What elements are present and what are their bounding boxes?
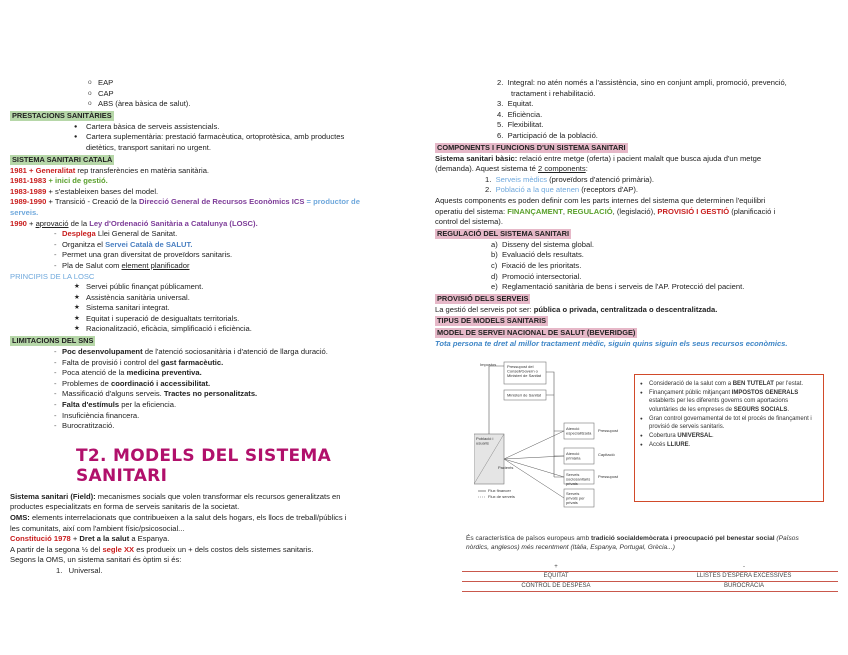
limitacio-item: - Poc desenvolupament de l'atenció sociosanitària i d'atenció de llarga duració. bbox=[10, 347, 415, 358]
pacients-label: Pacients bbox=[498, 465, 514, 470]
oms-optim: Segons la OMS, un sistema sanitari és òptim si és: bbox=[10, 555, 182, 565]
characteristic-item: ● Gran control governamental de tot el procés de finançament i provisió de serveis sanitaris. bbox=[649, 415, 817, 431]
table-header-plus: + bbox=[554, 564, 558, 570]
optim-item: 3. Equitat. bbox=[497, 99, 534, 109]
sistema-basic: Sistema sanitari bàsic: relació entre metge (oferta) i pacient malalt que busca ajuda d'un metge bbox=[435, 153, 762, 163]
pressupost-label-2: Pressupost bbox=[598, 428, 619, 433]
beveridge-countries-text: És característica de països europeus amb tradició socialdemòcrata i preocupació pel benestar social (Països nòrdics, anglesos) més recentment (Itàlia, Espanya, Portugal, Grècia...) bbox=[466, 535, 799, 551]
atencio-especialitzada-label: Atenció especialitzada bbox=[566, 426, 592, 436]
optim-item: 1. Universal. bbox=[56, 565, 103, 575]
constitucio: Constitució 1978 + Dret a la salut a Espanya. bbox=[10, 534, 170, 544]
aquests-components-cont: operatiu del sistema: FINANÇAMENT, REGULACIÓ, (legislació), PROVISIÓ I GESTIÓ (planificació i bbox=[435, 206, 776, 216]
aquests-components-end: control del sistema). bbox=[435, 217, 503, 227]
beveridge-characteristics-box bbox=[634, 374, 824, 502]
characteristic-item: ● Cobertura UNIVERSAL. bbox=[649, 432, 817, 440]
regulacio-item: d) Promoció intersectorial. bbox=[491, 271, 582, 281]
pressupost-label: Pressupost del Consell/Govern o Ministeri de Sanitat bbox=[507, 364, 542, 379]
limitacio-item: - Insuficiència financera. bbox=[10, 411, 415, 422]
table-header-minus: - bbox=[743, 564, 745, 570]
sistema-basic-cont: (demanda). Aquest sistema té 2 components: bbox=[435, 164, 588, 174]
left-column bbox=[10, 78, 415, 577]
prestacio-item-cont: dietètics, transport sanitari no urgent. bbox=[86, 142, 211, 152]
history-1989-1990: 1989-1990 + Transició - Creació de la Direcció General de Recursos Econòmics ICS = productor de bbox=[10, 197, 360, 207]
principi-item: ★ Assistència sanitària universal. bbox=[10, 293, 415, 304]
atencio-primaria-label: Atenció primària bbox=[566, 451, 581, 461]
prestacio-item: ● Cartera suplementària: prestació farmacèutica, ortoprotèsica, amb productes bbox=[10, 132, 415, 143]
principis-header: PRINCIPIS DE LA LOSC bbox=[10, 271, 95, 281]
serveis-privats-label: Serveis privats per privats bbox=[566, 491, 585, 506]
optim-item: 2. Integral: no atén només a l'assistència, sino en conjunt ampli, promoció, prevenció, bbox=[497, 78, 787, 87]
table-row: CONTROL DE DESPESA BUROCRÀCIA bbox=[462, 582, 838, 592]
principi-item: ★ Sistema sanitari integrat. bbox=[10, 303, 415, 314]
component-item: 2. Població a la que atenen (receptors d'AP). bbox=[485, 185, 639, 195]
tipus-models-header: TIPUS DE MODELS SANITARIS bbox=[437, 316, 547, 326]
ap-item: o ABS (àrea bàsica de salut). bbox=[10, 99, 415, 110]
history-1981: 1981 + Generalitat rep transferències en matèria sanitària. bbox=[10, 165, 210, 175]
ap-item: o CAP bbox=[10, 89, 415, 100]
history-1989-1990-cont: serveis. bbox=[10, 207, 39, 217]
losc-item: - Organitza el Servei Català de SALUT. bbox=[10, 240, 415, 251]
history-1989: 1983-1989 + s'estableixen bases del model. bbox=[10, 186, 159, 196]
legend-flux-financer: Flux financer bbox=[488, 488, 511, 493]
ap-item: o EAP bbox=[10, 78, 415, 89]
provisio-text: La gestió del serveis pot ser: pública o privada, centralitzada o descentralitzada. bbox=[435, 304, 718, 314]
capitacio-label: Capitació bbox=[598, 452, 615, 457]
oms-def-cont: les comunitats, així com l'ambient físic/psicosocial... bbox=[10, 523, 185, 533]
regulacio-header: REGULACIÓ DEL SISTEMA SANITARI bbox=[437, 228, 570, 238]
characteristic-item: ● Finançament públic mitjançant IMPOSTOS GENERALS establerts per les diferents governs com aportacions voluntàries de les empreses de SEGURS SOCIALS. bbox=[649, 389, 817, 414]
losc-item: - Pla de Salut com element planificador bbox=[10, 261, 415, 272]
principi-item: ★ Racionalització, eficàcia, simplificació i eficiència. bbox=[10, 324, 415, 335]
poblacio-label: Població i usuaris bbox=[476, 436, 494, 446]
characteristic-item: ● Consideració de la salut com a BEN TUTELAT per l'estat. bbox=[649, 380, 817, 388]
pros-cons-table bbox=[462, 563, 838, 592]
prestacio-item: ● Cartera bàsica de serveis assistencials. bbox=[10, 122, 415, 133]
table-row: EQUITAT LLISTES D'ESPERA EXCESSIVES bbox=[462, 571, 838, 582]
regulacio-item: e) Reglamentació sanitària de bens i serveis de l'AP. Protecció del pacient. bbox=[491, 282, 745, 292]
component-item: 1. Serveis mèdics (proveïdors d'atenció primària). bbox=[485, 174, 655, 184]
legend-flux-serveis: Flux de serveis bbox=[488, 494, 515, 499]
section-title-t2: T2. MODELS DEL SISTEMA SANITARI bbox=[76, 445, 332, 486]
principi-item: ★ Equitat i superació de desigualtats territorials. bbox=[10, 314, 415, 325]
losc-item: - Permet una gran diversitat de proveïdors sanitaris. bbox=[10, 250, 415, 261]
right-column bbox=[435, 78, 840, 350]
limitacions-header: LIMITACIONS DEL SNS bbox=[12, 336, 94, 346]
history-1990: 1990 + aprovació de la Ley d'Ordenació Sanitària a Catalunya (LOSC). bbox=[10, 218, 258, 228]
aquests-components: Aquests components es poden definir com les parts internes del sistema que determinen l'equilibri bbox=[435, 195, 766, 205]
limitacio-item: - Massificació d'alguns serveis. Tractes no personalitzats. bbox=[10, 389, 415, 400]
oms-def: OMS: elements interrelacionats que contribueixen a la salut dels hogars, els llocs de treball/públics i bbox=[10, 513, 347, 522]
history-1983: 1981-1983 + inici de gestió. bbox=[10, 176, 108, 186]
losc-item: - Desplega Llei General de Sanitat. bbox=[10, 229, 415, 240]
optim-item: 4. Eficiència. bbox=[497, 109, 543, 119]
optim-item: 5. Flexibilitat. bbox=[497, 120, 544, 130]
sistema-def-cont: productes especialitzats en forma de serveis sanitaris de la societat. bbox=[10, 502, 240, 512]
optim-item: 6. Participació de la població. bbox=[497, 130, 598, 140]
optim-item-cont: tractament i rehabilitació. bbox=[511, 88, 596, 98]
table-header bbox=[462, 563, 838, 571]
limitacio-item: - Burocratització. bbox=[10, 421, 415, 432]
prestacions-header: PRESTACIONS SANITÀRIES bbox=[12, 110, 112, 120]
beveridge-flow-diagram bbox=[474, 360, 630, 510]
beveridge-figure bbox=[474, 360, 832, 510]
limitacio-item: - Poca atenció de la medicina preventiva. bbox=[10, 368, 415, 379]
provisio-header: PROVISIÓ DELS SERVEIS bbox=[437, 293, 529, 303]
segle-xx: A partir de la segona ½ del segle XX es produeix un + dels costos dels sistemes sanitaris. bbox=[10, 544, 314, 554]
limitacio-item: - Falta d'estímuls per la eficiencia. bbox=[10, 400, 415, 411]
sistema-catala-header: SISTEMA SANITARI CATALÀ bbox=[12, 154, 113, 164]
sociosanitaris-label: Serveis sociosanitaris privats bbox=[566, 472, 591, 487]
characteristic-item: ● Accés LLIURE. bbox=[649, 441, 817, 449]
ministeri-label: Ministeri de Sanitat bbox=[507, 392, 542, 398]
limitacio-item: - Problemes de coordinació i accessibilitat. bbox=[10, 379, 415, 390]
principi-item: ★ Servei públic finançat públicament. bbox=[10, 282, 415, 293]
impostos-label: Impostos bbox=[480, 362, 497, 367]
regulacio-item: b) Evaluació dels resultats. bbox=[491, 250, 584, 260]
pressupost-label-3: Pressupost bbox=[598, 474, 619, 479]
limitacio-item: - Falta de provisió i control del gast farmacèutic. bbox=[10, 358, 415, 369]
beveridge-quote: Tota persona te dret al millor tractament mèdic, siguin quins siguin els seus recursos econòmics. bbox=[435, 339, 788, 349]
components-header: COMPONENTS I FUNCIONS D'UN SISTEMA SANITARI bbox=[437, 142, 626, 152]
beveridge-header: MODEL DE SERVEI NACIONAL DE SALUT (BEVERIDGE) bbox=[437, 328, 636, 338]
regulacio-item: a) Disseny del sistema global. bbox=[491, 239, 595, 249]
regulacio-item: c) Fixació de les prioritats. bbox=[491, 260, 582, 270]
sistema-def: Sistema sanitari (Field): mecanismes socials que volen transformar els recursos generalitzats en bbox=[10, 491, 341, 501]
